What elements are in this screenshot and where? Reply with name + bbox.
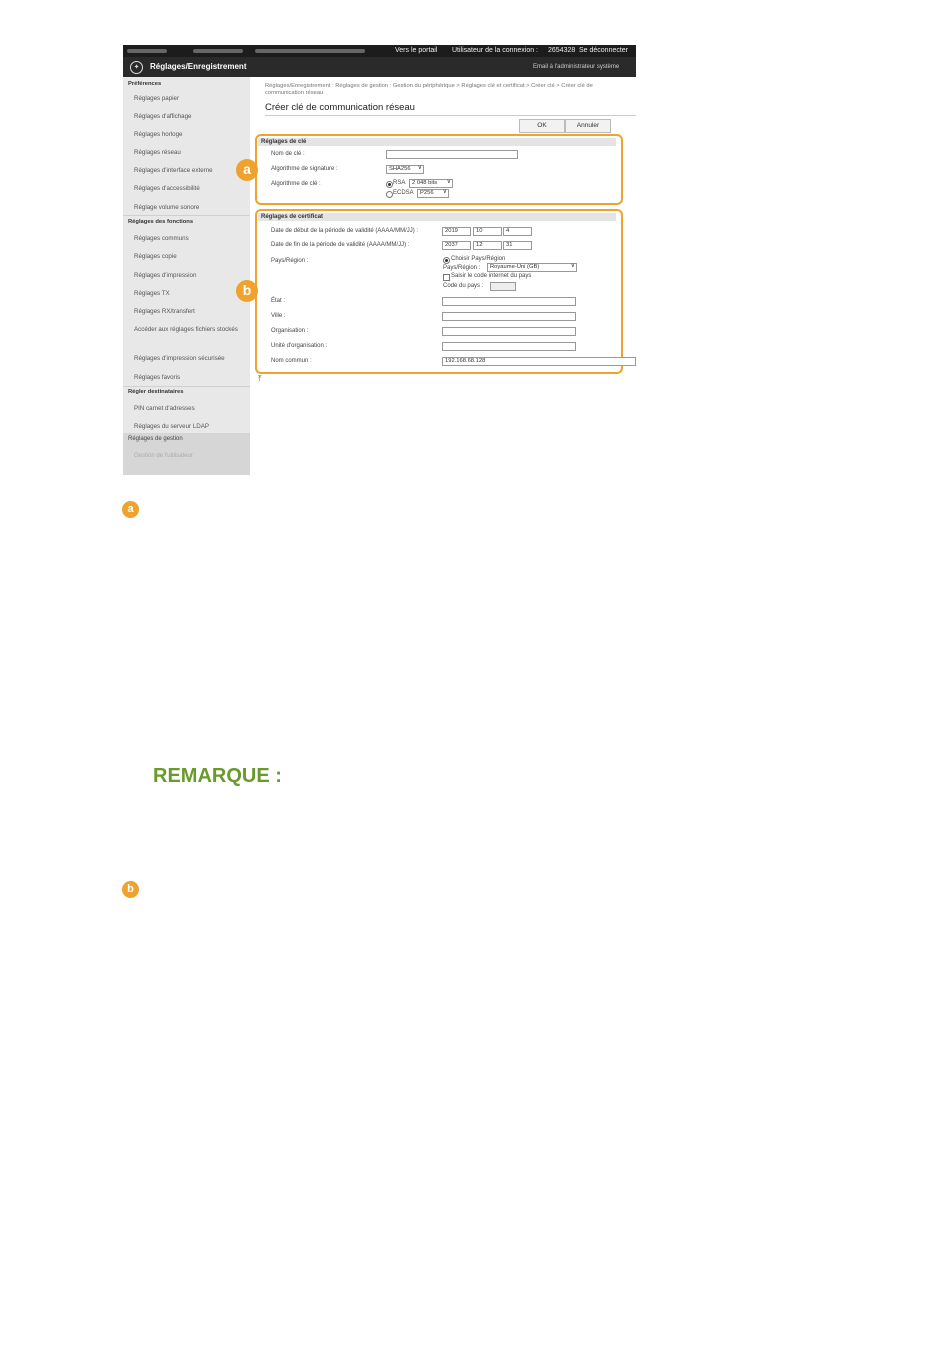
enter-code-label: Saisir le code internet du pays (451, 273, 532, 279)
end-year-input[interactable]: 2037 (442, 241, 471, 250)
doc-marker-a: a (122, 501, 139, 518)
ecdsa-label: ECDSA (393, 190, 414, 196)
canon-logo-icon: ✦ (130, 61, 143, 74)
doc-marker-b: b (122, 881, 139, 898)
country-sub-label: Pays/Région : (443, 265, 481, 271)
sidebar-item-rx-forward[interactable]: Réglages RX/transfert (134, 308, 195, 315)
cancel-button[interactable]: Annuler (565, 119, 611, 133)
callout-marker-b: b (236, 280, 258, 302)
sidebar-item-display[interactable]: Réglages d'affichage (134, 113, 192, 120)
country-code-label: Code du pays : (443, 283, 484, 289)
signature-algorithm-label: Algorithme de signature : (271, 166, 338, 172)
choose-country-label: Choisir Pays/Région (451, 256, 506, 262)
blurred-text (193, 49, 243, 53)
organization-input[interactable] (442, 327, 576, 336)
organization-unit-input[interactable] (442, 342, 576, 351)
sidebar-item-tx[interactable]: Réglages TX (134, 290, 170, 297)
organization-unit-label: Unité d'organisation : (271, 343, 328, 349)
rsa-bits-select[interactable]: 2 048 bits ∨ (409, 179, 453, 188)
sidebar-section-title: Réglages des fonctions (128, 219, 194, 225)
city-label: Ville : (271, 313, 286, 319)
callout-marker-a: a (236, 159, 258, 181)
sidebar-item-clock[interactable]: Réglages horloge (134, 131, 183, 138)
sidebar-section-title: Préférences (128, 81, 162, 87)
portal-link[interactable]: Vers le portail (395, 47, 438, 54)
login-id: 2654328 (548, 47, 576, 54)
sidebar-item-accessibility[interactable]: Réglages d'accessibilité (134, 185, 200, 192)
section-title-certificate: Réglages de certificat (258, 213, 616, 221)
start-month-input[interactable]: 10 (473, 227, 502, 236)
country-label: Pays/Région : (271, 258, 309, 264)
sidebar-item-user-management[interactable]: Gestion de l'utilisateur (134, 453, 193, 459)
page-title: Créer clé de communication réseau (265, 102, 415, 113)
remarque-heading: REMARQUE : (153, 765, 282, 787)
sidebar (123, 77, 250, 475)
key-algorithm-label: Algorithme de clé : (271, 181, 321, 187)
enter-code-checkbox[interactable] (443, 274, 450, 281)
blurred-text (255, 49, 365, 53)
rsa-label: RSA (393, 180, 406, 186)
sidebar-item-external-interface[interactable]: Réglages d'interface externe (134, 167, 213, 174)
country-code-input[interactable] (490, 282, 516, 291)
sidebar-section-title: Régler destinataires (128, 389, 184, 395)
divider (265, 115, 636, 116)
divider (123, 215, 250, 216)
sidebar-item-paper[interactable]: Réglages papier (134, 95, 180, 102)
logout-link[interactable]: Se déconnecter (579, 47, 629, 54)
choose-country-radio[interactable] (443, 257, 450, 264)
key-name-label: Nom de clé : (271, 151, 305, 157)
divider (123, 386, 250, 387)
city-input[interactable] (442, 312, 576, 321)
ecdsa-radio[interactable] (386, 191, 393, 198)
sidebar-bottom-section (123, 433, 250, 475)
common-name-label: Nom commun : (271, 358, 312, 364)
sidebar-item-volume[interactable]: Réglage volume sonore (134, 204, 200, 211)
app-title: Réglages/Enregistrement (150, 62, 247, 71)
key-name-input[interactable] (386, 150, 518, 159)
end-month-input[interactable]: 12 (473, 241, 502, 250)
sidebar-item-management[interactable]: Réglages de gestion (128, 436, 183, 442)
common-name-input[interactable]: 192.168.68.128 (442, 357, 636, 366)
login-user-label: Utilisateur de la connexion : (452, 47, 538, 54)
sidebar-item-stored-files[interactable]: Accéder aux réglages fichiers stockés (134, 326, 238, 333)
sidebar-item-copy[interactable]: Réglages copie (134, 253, 177, 260)
screenshot (123, 45, 636, 475)
breadcrumb: Réglages/Enregistrement : Réglages de gestion : Gestion du périphérique > Réglages clé et certificat > Créer clé > Créer clé de communication réseau (265, 83, 593, 96)
organization-label: Organisation : (271, 328, 309, 334)
start-year-input[interactable]: 2019 (442, 227, 471, 236)
end-date-label: Date de fin de la période de validité (AAAA/MM/JJ) : (271, 242, 410, 248)
end-day-input[interactable]: 31 (503, 241, 532, 250)
state-label: État : (271, 298, 286, 304)
start-date-label: Date de début de la période de validité (AAAA/MM/JJ) : (271, 228, 419, 234)
rsa-radio[interactable] (386, 181, 393, 188)
sidebar-item-network[interactable]: Réglages réseau (134, 149, 181, 156)
email-admin-link[interactable]: Email à l'administrateur système (533, 64, 620, 70)
sidebar-item-address-pin[interactable]: PIN carnet d'adresses (134, 405, 195, 412)
sidebar-item-ldap[interactable]: Réglages du serveur LDAP (134, 423, 209, 430)
sidebar-item-print[interactable]: Réglages d'impression (134, 272, 197, 279)
title-bar (123, 57, 636, 77)
sidebar-item-favorites[interactable]: Réglages favoris (134, 374, 181, 381)
top-bar (123, 45, 636, 57)
blurred-text (127, 49, 167, 53)
sidebar-item-common[interactable]: Réglages communs (134, 235, 189, 242)
country-select[interactable]: Royaume-Uni (GB) ∨ (487, 263, 577, 272)
ecdsa-curve-select[interactable]: P256 ∨ (417, 189, 449, 198)
start-day-input[interactable]: 4 (503, 227, 532, 236)
scroll-top-icon[interactable]: ⤒ (258, 374, 262, 383)
ok-button[interactable]: OK (519, 119, 565, 133)
section-title-key: Réglages de clé (258, 138, 616, 146)
sidebar-item-secure-print[interactable]: Réglages d'impression sécurisée (134, 355, 225, 362)
main-content (254, 77, 636, 475)
state-input[interactable] (442, 297, 576, 306)
signature-algorithm-select[interactable]: SHA256 ∨ (386, 165, 424, 174)
